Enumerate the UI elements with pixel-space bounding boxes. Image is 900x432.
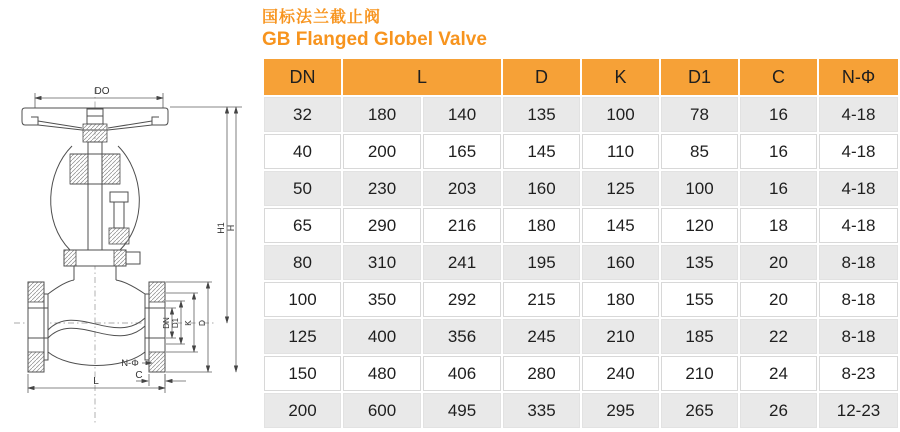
table-cell: 230 bbox=[343, 171, 421, 206]
table-cell: 310 bbox=[343, 245, 421, 280]
table-cell: 8-18 bbox=[819, 282, 898, 317]
table-cell: 200 bbox=[343, 134, 421, 169]
dim-d1-label: D1 bbox=[171, 317, 180, 329]
table-cell: 16 bbox=[740, 134, 817, 169]
table-row bbox=[264, 393, 898, 428]
table-cell: 165 bbox=[423, 134, 501, 169]
table-row bbox=[264, 282, 898, 317]
table-row bbox=[264, 171, 898, 206]
table-cell: 280 bbox=[503, 356, 580, 391]
table-cell: 12-23 bbox=[819, 393, 898, 428]
table-cell: 150 bbox=[264, 356, 341, 391]
table-cell: 100 bbox=[264, 282, 341, 317]
col-header-dn: DN bbox=[264, 59, 341, 95]
table-row bbox=[264, 319, 898, 354]
table-cell: 18 bbox=[740, 208, 817, 243]
table-cell: 216 bbox=[423, 208, 501, 243]
dim-c-label: C bbox=[135, 370, 143, 381]
dim-d-label: D bbox=[197, 319, 207, 327]
page-title bbox=[262, 7, 487, 52]
table-cell: 120 bbox=[661, 208, 738, 243]
table-cell: 4-18 bbox=[819, 97, 898, 132]
table-cell: 125 bbox=[582, 171, 659, 206]
table-cell: 241 bbox=[423, 245, 501, 280]
table-cell: 210 bbox=[661, 356, 738, 391]
table-body bbox=[264, 97, 898, 428]
valve-spec-table bbox=[262, 57, 900, 430]
table-cell: 406 bbox=[423, 356, 501, 391]
table-cell: 4-18 bbox=[819, 171, 898, 206]
table-cell: 600 bbox=[343, 393, 421, 428]
col-header-nphi: N-Φ bbox=[819, 59, 898, 95]
dim-h-label: H bbox=[226, 224, 236, 232]
table-cell: 32 bbox=[264, 97, 341, 132]
table-cell: 100 bbox=[661, 171, 738, 206]
table-cell: 160 bbox=[582, 245, 659, 280]
dim-do bbox=[35, 86, 163, 110]
valve-body bbox=[28, 280, 165, 372]
dim-do-label: DO bbox=[94, 86, 110, 97]
table-cell: 245 bbox=[503, 319, 580, 354]
col-header-l: L bbox=[343, 59, 501, 95]
table-cell: 295 bbox=[582, 393, 659, 428]
table-cell: 8-18 bbox=[819, 245, 898, 280]
table-cell: 200 bbox=[264, 393, 341, 428]
table-cell: 160 bbox=[503, 171, 580, 206]
table-cell: 350 bbox=[343, 282, 421, 317]
table-cell: 400 bbox=[343, 319, 421, 354]
table-row bbox=[264, 97, 898, 132]
table-cell: 20 bbox=[740, 245, 817, 280]
table-cell: 145 bbox=[582, 208, 659, 243]
gland-bolt bbox=[109, 192, 129, 244]
table-cell: 140 bbox=[423, 97, 501, 132]
table-cell: 335 bbox=[503, 393, 580, 428]
table-row bbox=[264, 245, 898, 280]
dim-nphi-label: N-Φ bbox=[121, 358, 139, 369]
table-cell: 145 bbox=[503, 134, 580, 169]
table-cell: 180 bbox=[503, 208, 580, 243]
table-cell: 135 bbox=[503, 97, 580, 132]
col-header-k: K bbox=[582, 59, 659, 95]
col-header-d: D bbox=[503, 59, 580, 95]
table-cell: 203 bbox=[423, 171, 501, 206]
table-cell: 20 bbox=[740, 282, 817, 317]
table-cell: 26 bbox=[740, 393, 817, 428]
table-cell: 185 bbox=[661, 319, 738, 354]
table-cell: 480 bbox=[343, 356, 421, 391]
table-cell: 8-23 bbox=[819, 356, 898, 391]
table-cell: 155 bbox=[661, 282, 738, 317]
table-cell: 110 bbox=[582, 134, 659, 169]
table-row bbox=[264, 134, 898, 169]
table-cell: 16 bbox=[740, 171, 817, 206]
table-cell: 240 bbox=[582, 356, 659, 391]
table-cell: 50 bbox=[264, 171, 341, 206]
table-cell: 40 bbox=[264, 134, 341, 169]
table-row bbox=[264, 208, 898, 243]
col-header-d1: D1 bbox=[661, 59, 738, 95]
table-cell: 16 bbox=[740, 97, 817, 132]
table-header-row bbox=[264, 59, 898, 95]
dim-l bbox=[28, 374, 165, 393]
table-cell: 265 bbox=[661, 393, 738, 428]
table-cell: 125 bbox=[264, 319, 341, 354]
dim-flange-diameters bbox=[162, 282, 212, 372]
table-cell: 195 bbox=[503, 245, 580, 280]
table-cell: 100 bbox=[582, 97, 659, 132]
table-cell: 65 bbox=[264, 208, 341, 243]
dim-dn-label: DN bbox=[162, 317, 171, 329]
table-cell: 215 bbox=[503, 282, 580, 317]
table-cell: 210 bbox=[582, 319, 659, 354]
handwheel bbox=[22, 108, 168, 142]
valve-technical-drawing bbox=[0, 80, 262, 432]
dim-l-label: L bbox=[93, 376, 99, 387]
table-cell: 356 bbox=[423, 319, 501, 354]
table-cell: 24 bbox=[740, 356, 817, 391]
dim-k-label: K bbox=[183, 320, 193, 326]
title-english: GB Flanged Globel Valve bbox=[262, 29, 487, 50]
table-cell: 78 bbox=[661, 97, 738, 132]
col-header-c: C bbox=[740, 59, 817, 95]
bonnet bbox=[64, 250, 140, 280]
table-cell: 180 bbox=[343, 97, 421, 132]
table-row bbox=[264, 356, 898, 391]
table-cell: 80 bbox=[264, 245, 341, 280]
table-cell: 290 bbox=[343, 208, 421, 243]
table-cell: 8-18 bbox=[819, 319, 898, 354]
table-cell: 4-18 bbox=[819, 134, 898, 169]
table-cell: 180 bbox=[582, 282, 659, 317]
table-cell: 85 bbox=[661, 134, 738, 169]
table-cell: 22 bbox=[740, 319, 817, 354]
valve-stem bbox=[88, 142, 102, 262]
table-cell: 4-18 bbox=[819, 208, 898, 243]
dim-h1-label: H1 bbox=[216, 222, 226, 234]
title-chinese: 国标法兰截止阀 bbox=[262, 9, 382, 26]
table-cell: 495 bbox=[423, 393, 501, 428]
table-cell: 135 bbox=[661, 245, 738, 280]
table-cell: 292 bbox=[423, 282, 501, 317]
